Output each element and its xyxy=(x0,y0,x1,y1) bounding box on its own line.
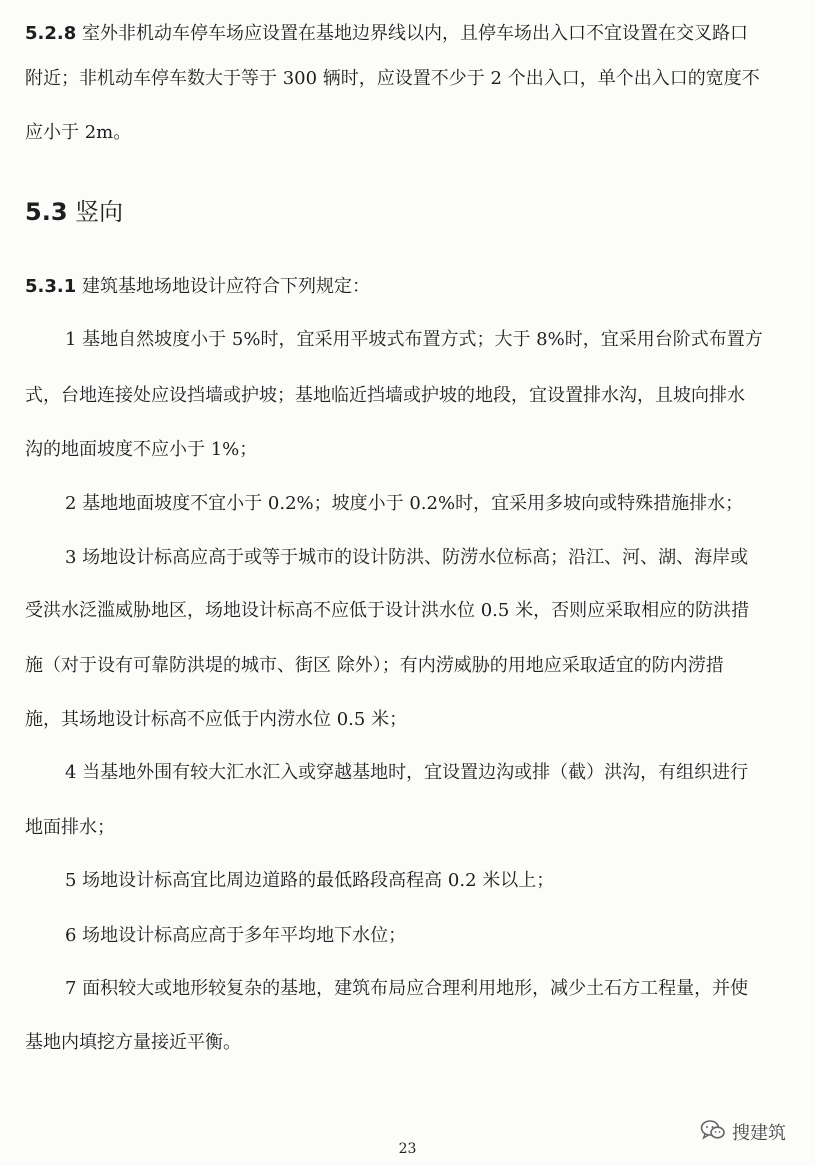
section-number: 5.3 xyxy=(25,198,68,226)
item-1-line-3: 沟的地面坡度不应小于 1%； xyxy=(25,439,258,460)
page-number: 23 xyxy=(398,1141,417,1157)
item-3-line-4: 施，其场地设计标高不应低于内涝水位 0.5 米； xyxy=(25,709,408,730)
item-3-line-2: 受洪水泛滥威胁地区，场地设计标高不应低于设计洪水位 0.5 米，否则应采取相应的防洪措 xyxy=(25,600,750,621)
item-1-line-1: 1 基地自然坡度小于 5%时，宜采用平坡式布置方式；大于 8%时，宜采用台阶式布置方 xyxy=(65,329,763,350)
item-2-line-1: 2 基地地面坡度不宜小于 0.2%；坡度小于 0.2%时，宜采用多坡向或特殊措施排水； xyxy=(65,493,744,514)
item-3-line-3: 施（对于设有可靠防洪堤的城市、街区 除外）；有内涝威胁的用地应采取适宜的防内涝措 xyxy=(25,655,724,676)
clause-531-text: 建筑基地场地设计应符合下列规定： xyxy=(81,276,370,297)
item-7-line-2: 基地内填挖方量接近平衡。 xyxy=(25,1032,241,1053)
clause-528-text: 室外非机动车停车场应设置在基地边界线以内，且停车场出入口不宜设置在交叉路口 xyxy=(81,23,748,44)
section-heading xyxy=(25,196,123,228)
item-5-line-1: 5 场地设计标高宜比周边道路的最低路段高程高 0.2 米以上； xyxy=(65,870,555,891)
clause-528-line-2: 附近；非机动车停车数大于等于 300 辆时，应设置不少于 2 个出入口，单个出入口的宽度不 xyxy=(25,68,760,89)
watermark-text: 搜建筑 xyxy=(732,1123,786,1144)
item-6-line-1: 6 场地设计标高应高于多年平均地下水位； xyxy=(65,925,407,946)
item-4-line-1: 4 当基地外围有较大汇水汇入或穿越基地时，宜设置边沟或排（截）洪沟，有组织进行 xyxy=(65,762,749,783)
clause-528-line-1 xyxy=(25,22,748,46)
item-1-line-2: 式，台地连接处应设挡墙或护坡；基地临近挡墙或护坡的地段，宜设置排水沟，且坡向排水 xyxy=(25,385,745,406)
clause-531 xyxy=(25,275,370,299)
item-3-line-1: 3 场地设计标高应高于或等于城市的设计防洪、防涝水位标高；沿江、河、湖、海岸或 xyxy=(65,547,749,568)
section-title: 竖向 xyxy=(75,198,124,226)
item-7-line-1: 7 面积较大或地形较复杂的基地，建筑布局应合理利用地形，减少土石方工程量，并使 xyxy=(65,978,749,999)
item-4-line-2: 地面排水； xyxy=(25,817,115,838)
clause-528-line-3: 应小于 2m。 xyxy=(25,122,132,143)
clause-528-number: 5.2.8 xyxy=(25,23,77,44)
clause-531-number: 5.3.1 xyxy=(25,276,77,297)
